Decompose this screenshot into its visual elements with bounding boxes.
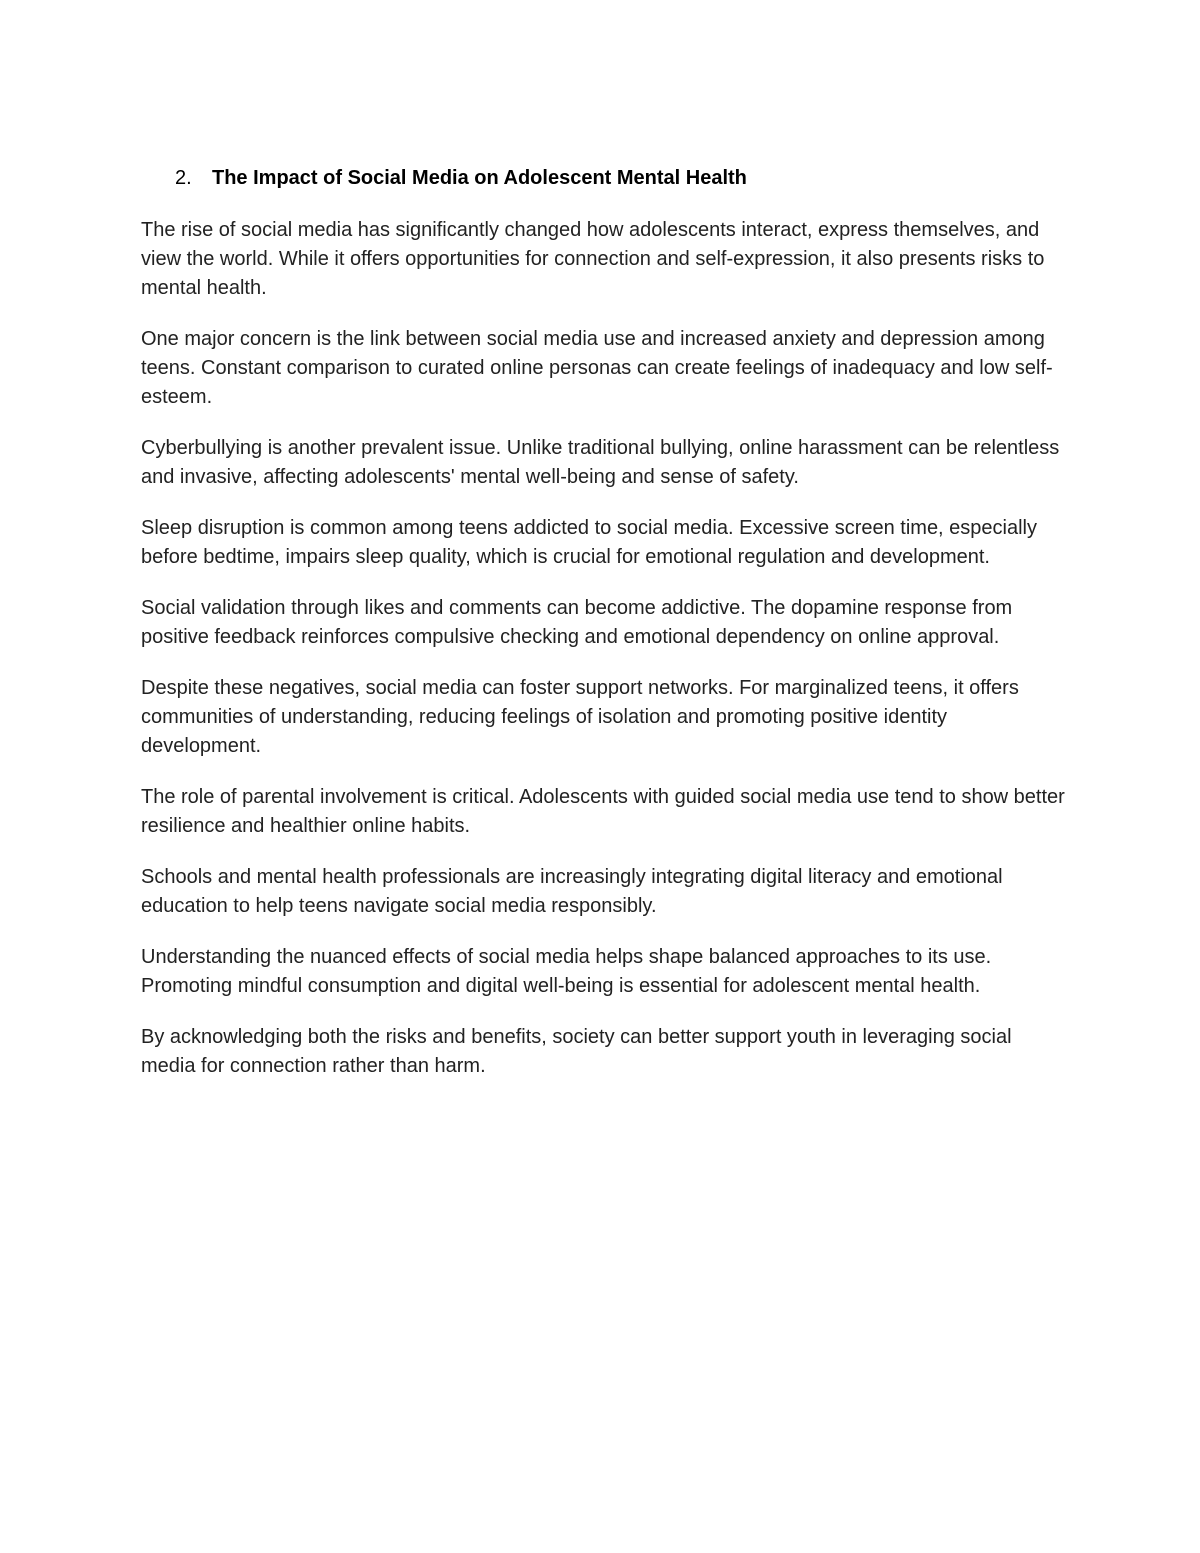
paragraph: Social validation through likes and comments can become addictive. The dopamine response from positive feedback reinforces compulsive checking and emotional dependency on online approval. — [141, 597, 1013, 648]
section-heading — [175, 164, 747, 193]
paragraph: Schools and mental health professionals are increasingly integrating digital literacy and emotional education to help teens navigate social media responsibly. — [141, 866, 1003, 917]
section-number: 2. — [175, 167, 192, 189]
paragraph: The role of parental involvement is critical. Adolescents with guided social media use tend to show better resilience and healthier online habits. — [141, 786, 1065, 837]
paragraph: Cyberbullying is another prevalent issue. Unlike traditional bullying, online harassment can be relentless and invasive, affecting adolescents' mental well-being and sense of safety. — [141, 437, 1060, 488]
paragraph: The rise of social media has significantly changed how adolescents interact, express themselves, and view the world. While it offers opportunities for connection and self-expression, it also presents risks to mental health. — [141, 219, 1045, 299]
body-text — [141, 216, 1066, 1103]
section-title: The Impact of Social Media on Adolescent Mental Health — [212, 167, 747, 189]
paragraph: Sleep disruption is common among teens addicted to social media. Excessive screen time, especially before bedtime, impairs sleep quality, which is crucial for emotional regulation and development. — [141, 517, 1037, 568]
paragraph: Despite these negatives, social media can foster support networks. For marginalized teens, it offers communities of understanding, reducing feelings of isolation and promoting positive identity development. — [141, 677, 1019, 757]
paragraph: Understanding the nuanced effects of social media helps shape balanced approaches to its use. Promoting mindful consumption and digital well-being is essential for adolescent mental health. — [141, 946, 992, 997]
paragraph: One major concern is the link between social media use and increased anxiety and depression among teens. Constant comparison to curated online personas can create feelings of inadequacy and low self-esteem. — [141, 328, 1053, 408]
paragraph: By acknowledging both the risks and benefits, society can better support youth in leveraging social media for connection rather than harm. — [141, 1026, 1012, 1077]
